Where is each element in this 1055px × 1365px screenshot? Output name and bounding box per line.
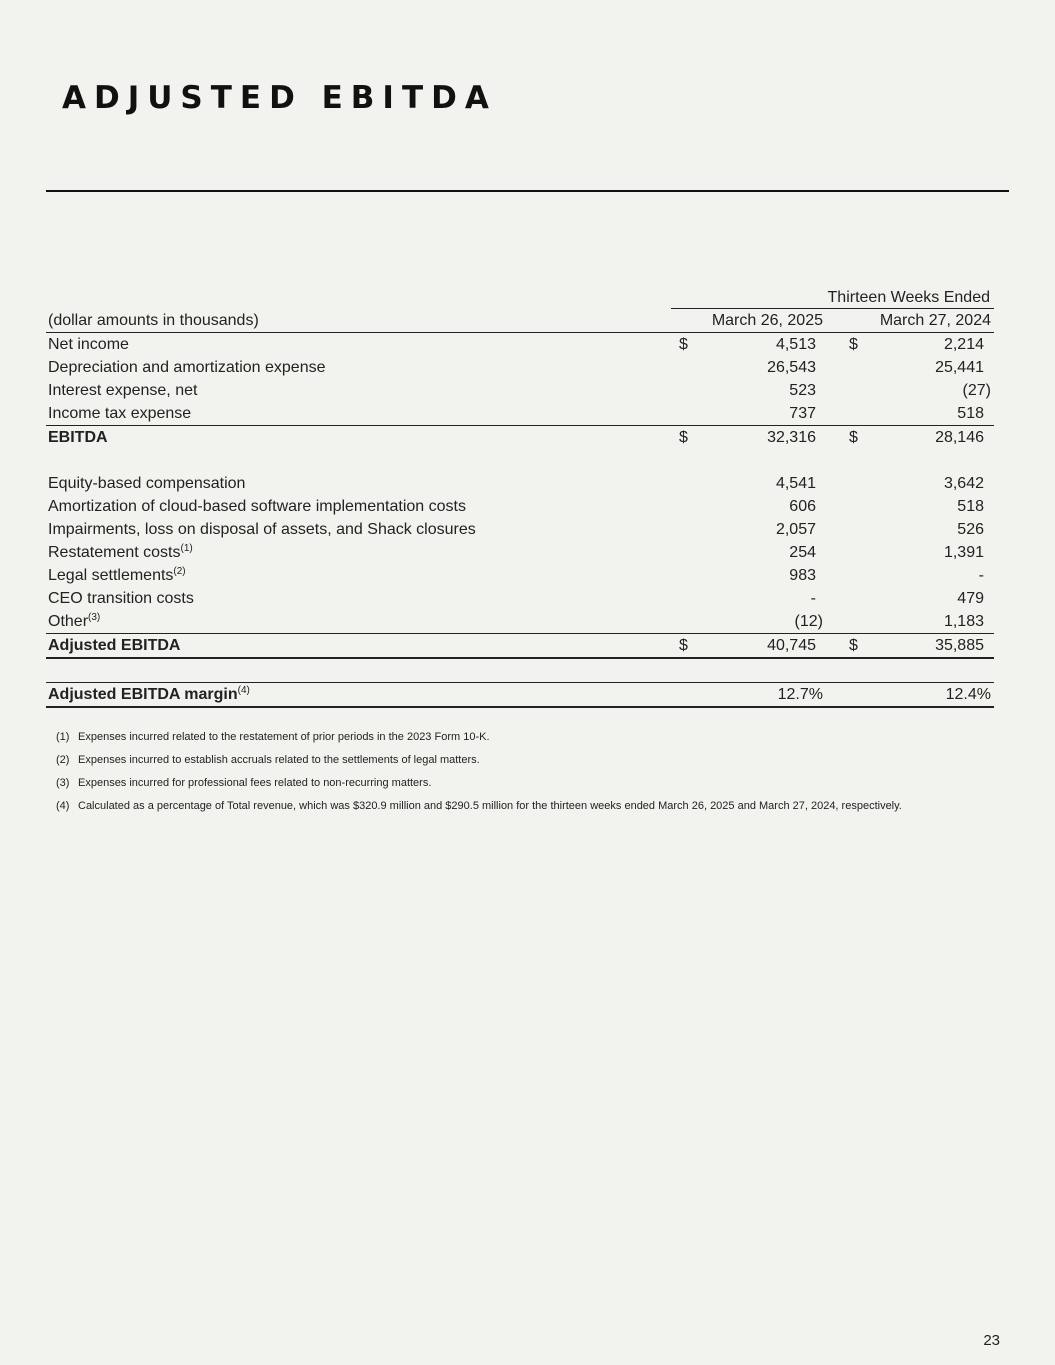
footnote-ref: (1) (180, 543, 193, 554)
row-value-2024: 3,642 (943, 475, 984, 492)
row-label: Equity-based compensation (48, 475, 246, 492)
row-value-2025: 2,057 (775, 521, 816, 538)
row-value-2024: 1,391 (943, 544, 984, 561)
row-label: Adjusted EBITDA (48, 637, 181, 654)
row-value-2025: 983 (789, 567, 816, 584)
footnote-text: Calculated as a percentage of Total revenue, which was $320.9 million and $290.5 million for the thirteen weeks ended March 26, 2025 and March 27, 2024, respectively. (78, 800, 902, 812)
row-label: EBITDA (48, 429, 108, 446)
table-row (46, 379, 994, 402)
row-value-2024: (27) (962, 382, 991, 399)
units-label: (dollar amounts in thousands) (48, 312, 259, 329)
footnote (56, 797, 902, 820)
footnote-ref: (4) (237, 685, 250, 696)
footnote (56, 751, 902, 774)
footnote-text: Expenses incurred related to the restatement of prior periods in the 2023 Form 10-K. (78, 731, 490, 743)
row-label: Impairments, loss on disposal of assets, and Shack closures (48, 521, 476, 538)
table-row (46, 541, 994, 564)
page-number: 23 (983, 1332, 1000, 1349)
row-spacer (46, 659, 994, 682)
footnote-number: (4) (56, 800, 70, 812)
row-value-2025: 26,543 (767, 359, 816, 376)
adjusted-ebitda-row (46, 634, 994, 659)
row-value-2025: (12) (794, 613, 823, 630)
ebitda-row (46, 426, 994, 449)
row-value-2024: 479 (957, 590, 984, 607)
row-value-2025: 4,541 (775, 475, 816, 492)
table-row (46, 518, 994, 541)
title-divider (46, 190, 1009, 192)
footnote-ref: (3) (88, 612, 101, 623)
footnotes (56, 728, 902, 820)
currency-symbol: $ (679, 637, 688, 654)
table-row (46, 564, 994, 587)
row-value-2024: - (978, 567, 984, 584)
row-value-2024: 2,214 (943, 336, 984, 353)
row-label: Restatement costs$^{(1)}$ (48, 543, 193, 561)
table-row (46, 495, 994, 518)
footnote (56, 774, 902, 797)
table-row (46, 333, 994, 356)
row-value-2024: 518 (957, 498, 984, 515)
currency-symbol: $ (849, 637, 858, 654)
table-row (46, 610, 994, 634)
col1-header: March 26, 2025 (711, 312, 823, 329)
footnote-number: (3) (56, 777, 70, 789)
table-row (46, 587, 994, 610)
table-row (46, 472, 994, 495)
row-value-2025: 4,513 (775, 336, 816, 353)
row-label: CEO transition costs (48, 590, 194, 607)
row-value-2025: 32,316 (767, 429, 816, 446)
footnote-number: (1) (56, 731, 70, 743)
row-value-2024: 35,885 (935, 637, 984, 654)
currency-symbol: $ (849, 336, 858, 353)
row-label: Net income (48, 336, 129, 353)
row-value-2024: 1,183 (943, 613, 984, 630)
row-value-2025: 12.7% (777, 686, 823, 703)
page-title: ADJUSTED EBITDA (62, 80, 497, 116)
footnote-ref: (2) (173, 566, 186, 577)
row-label: Income tax expense (48, 405, 192, 422)
row-label: Legal settlements$^{(2)}$ (48, 566, 186, 584)
currency-symbol: $ (679, 336, 688, 353)
row-label: Amortization of cloud-based software implementation costs (48, 498, 466, 515)
currency-symbol: $ (679, 429, 688, 446)
footnote (56, 728, 902, 751)
row-value-2024: 25,441 (935, 359, 984, 376)
row-label: Interest expense, net (48, 382, 198, 399)
footnote-text: Expenses incurred for professional fees related to non-recurring matters. (78, 777, 432, 789)
footnote-number: (2) (56, 754, 70, 766)
row-label: Depreciation and amortization expense (48, 359, 326, 376)
column-header-row (46, 309, 994, 333)
adjusted-ebitda-margin-row (46, 682, 994, 708)
row-value-2025: 523 (789, 382, 816, 399)
row-spacer (46, 449, 994, 472)
period-header-row (46, 286, 994, 309)
row-value-2025: - (810, 590, 816, 607)
table-row (46, 402, 994, 426)
row-value-2025: 606 (789, 498, 816, 515)
row-label: Other$^{(3)}$ (48, 612, 101, 630)
row-value-2024: 28,146 (935, 429, 984, 446)
row-value-2025: 254 (789, 544, 816, 561)
row-value-2024: 526 (957, 521, 984, 538)
row-value-2024: 518 (957, 405, 984, 422)
row-value-2025: 737 (789, 405, 816, 422)
adjusted-ebitda-table (46, 286, 994, 708)
col2-header: March 27, 2024 (879, 312, 991, 329)
footnote-text: Expenses incurred to establish accruals related to the settlements of legal matters. (78, 754, 480, 766)
currency-symbol: $ (849, 429, 858, 446)
table-row (46, 356, 994, 379)
row-label: Adjusted EBITDA margin$^{(4)}$ (48, 685, 250, 703)
row-value-2024: 12.4% (945, 686, 991, 703)
row-value-2025: 40,745 (767, 637, 816, 654)
period-header: Thirteen Weeks Ended (827, 289, 990, 306)
